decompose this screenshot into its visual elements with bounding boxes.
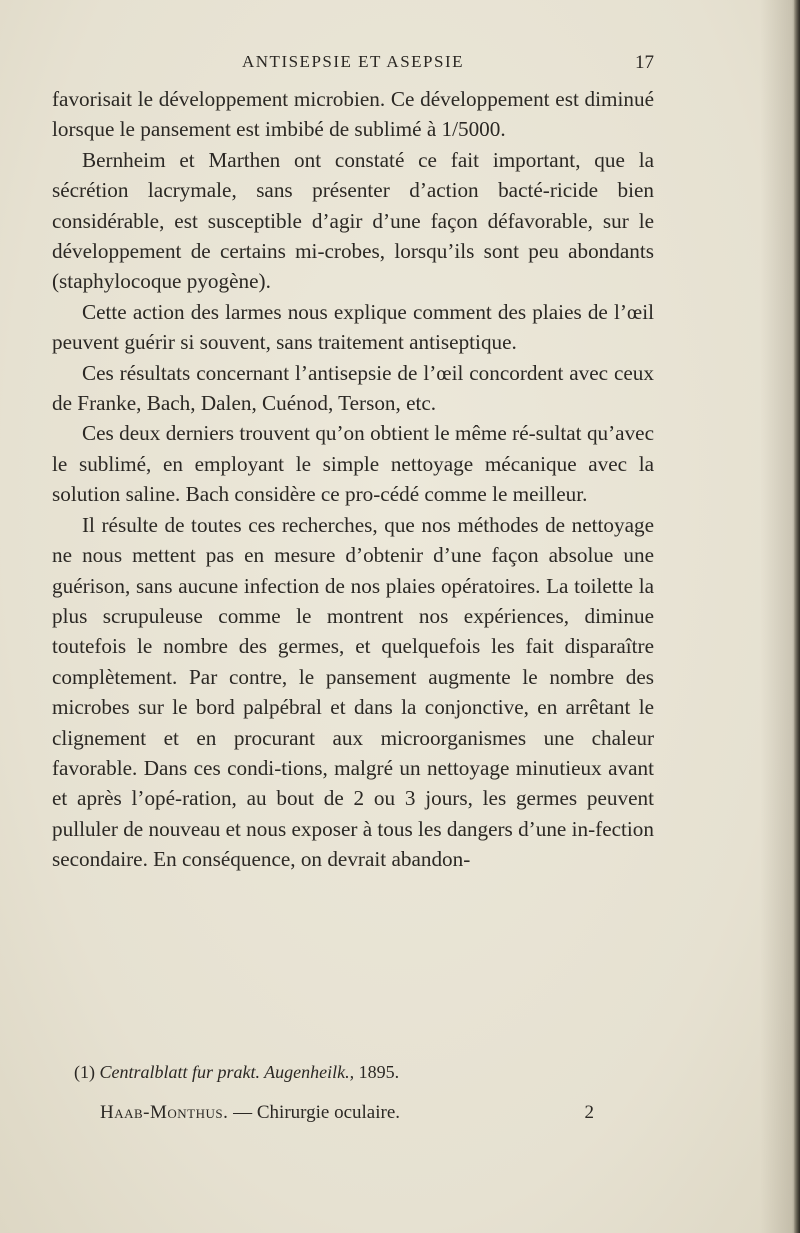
signature-line xyxy=(100,1102,594,1124)
page-edge xyxy=(794,0,800,1233)
footnote-journal: Centralblatt fur prakt. Augenheilk., xyxy=(99,1062,355,1082)
paragraph: Ces deux derniers trouvent qu’on obtient le même ré-sultat qu’avec le sublimé, en employant le simple nettoyage mécanique avec la solution saline. Bach considère ce pro-cédé comme le meilleur. xyxy=(52,421,654,507)
running-title: ANTISEPSIE ET ASEPSIE xyxy=(242,52,464,71)
paragraph: Il résulte de toutes ces recherches, que nos méthodes de nettoyage ne nous mettent pas en mesure d’obtenir d’une façon absolue une guérison, sans aucune infection de nos plaies opératoires. La toilette la plus scrupuleuse comme le montrent nos expériences, diminue toutefois le nombre des germes, et quelquefois les fait disparaître complètement. Par contre, le pansement augmente le nombre des microbes sur le bord palpébral et dans la conjonctive, en arrêtant le clignement et en procurant aux microorganismes une chaleur favorable. Dans ces condi-tions, malgré un nettoyage minutieux avant et après l’opé-ration, au bout de 2 ou 3 jours, les germes peuvent pulluler de nouveau et nous exposer à tous les dangers d’une in-fection secondaire. En conséquence, on devrait abandon- xyxy=(52,512,654,872)
signature-number: 2 xyxy=(584,1102,594,1123)
footnote xyxy=(74,1062,399,1083)
footnote-marker: (1) xyxy=(74,1062,95,1082)
signature-title: — Chirurgie oculaire. xyxy=(233,1102,401,1123)
page-number: 17 xyxy=(635,52,654,73)
paragraph: Cette action des larmes nous explique comment des plaies de l’œil peuvent guérir si souvent, sans traitement antiseptique. xyxy=(52,299,654,355)
footnote-year: 1895. xyxy=(358,1062,400,1082)
paragraph: favorisait le développement microbien. Ce développement est diminué lorsque le pansement est imbibé de sublimé à 1/5000. xyxy=(52,87,654,142)
signature-author: Haab-Monthus. xyxy=(100,1102,229,1123)
paragraph: Bernheim et Marthen ont constaté ce fait important, que la sécrétion lacrymale, sans présenter d’action bacté-ricide bien considérable, est susceptible d’agir d’une façon défavorable, sur le développement de certains mi-crobes, lorsqu’ils sont peu abondants (staphylocoque pyogène). xyxy=(52,147,654,294)
running-header xyxy=(52,52,654,76)
body-text xyxy=(52,84,654,875)
paragraph: Ces résultats concernant l’antisepsie de l’œil concordent avec ceux de Franke, Bach, Dalen, Cuénod, Terson, etc. xyxy=(52,360,654,416)
